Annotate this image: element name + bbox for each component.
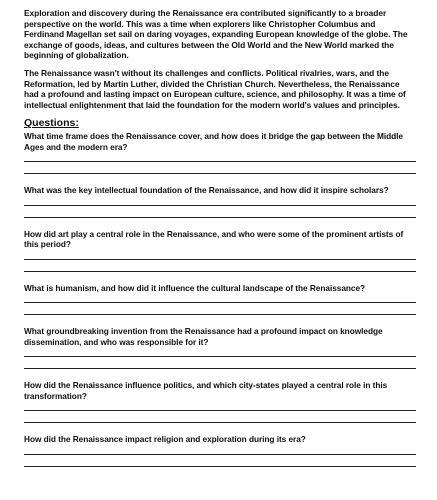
intro-paragraph-exploration: Exploration and discovery during the Renaissance era contributed significantly to a broader perspective on the world. This was a time when explorers like Christopher Columbus and Ferdinand Magellan set sail on daring voyages, expanding European knowledge of the globe. The exchange of goods, ideas, and cultures between the Old World and the New World marked the beginning of globalization. [24, 8, 408, 61]
question-block [24, 326, 416, 369]
answer-line[interactable] [24, 161, 416, 162]
answer-line[interactable] [24, 173, 416, 174]
answer-line[interactable] [24, 356, 416, 357]
question-block [24, 131, 416, 174]
question-text: How did the Renaissance impact religion and exploration during its era? [24, 434, 306, 445]
answer-line[interactable] [24, 454, 416, 455]
answer-line[interactable] [24, 422, 416, 423]
question-block [24, 229, 416, 272]
answer-line[interactable] [24, 217, 416, 218]
question-text: What time frame does the Renaissance cover, and how does it bridge the gap between the Middle Ages and the modern era? [24, 131, 403, 152]
answer-line[interactable] [24, 271, 416, 272]
answer-line[interactable] [24, 466, 416, 467]
answer-line[interactable] [24, 368, 416, 369]
question-text: How did the Renaissance influence politics, and which city-states played a central role in this transformation? [24, 380, 388, 401]
question-text: What was the key intellectual foundation of the Renaissance, and how did it inspire scholars? [24, 185, 389, 196]
answer-line[interactable] [24, 205, 416, 206]
questions-heading: Questions: [24, 117, 79, 130]
question-block [24, 283, 416, 316]
worksheet-page [24, 8, 416, 467]
question-text: How did art play a central role in the Renaissance, and who were some of the prominent artists of this period? [24, 228, 404, 250]
question-text: What groundbreaking invention from the Renaissance had a profound impact on knowledge dissemination, and who was responsible for it? [24, 326, 383, 347]
question-block [24, 434, 416, 467]
question-block [24, 380, 416, 423]
intro-paragraph-challenges: The Renaissance wasn't without its challenges and conflicts. Political rivalries, wars, and the Reformation, led by Martin Luther, divided the Christian Church. Nevertheless, the Renaissance had a profound and lasting impact on European culture, science, and philosophy. It was a time of intellectual enlightenment that laid the foundation for the modern world's values and principles. [24, 67, 406, 110]
answer-line[interactable] [24, 259, 416, 260]
answer-line[interactable] [24, 302, 416, 303]
answer-line[interactable] [24, 314, 416, 315]
answer-line[interactable] [24, 410, 416, 411]
question-text: What is humanism, and how did it influence the cultural landscape of the Renaissance? [24, 282, 366, 293]
question-block [24, 185, 416, 218]
